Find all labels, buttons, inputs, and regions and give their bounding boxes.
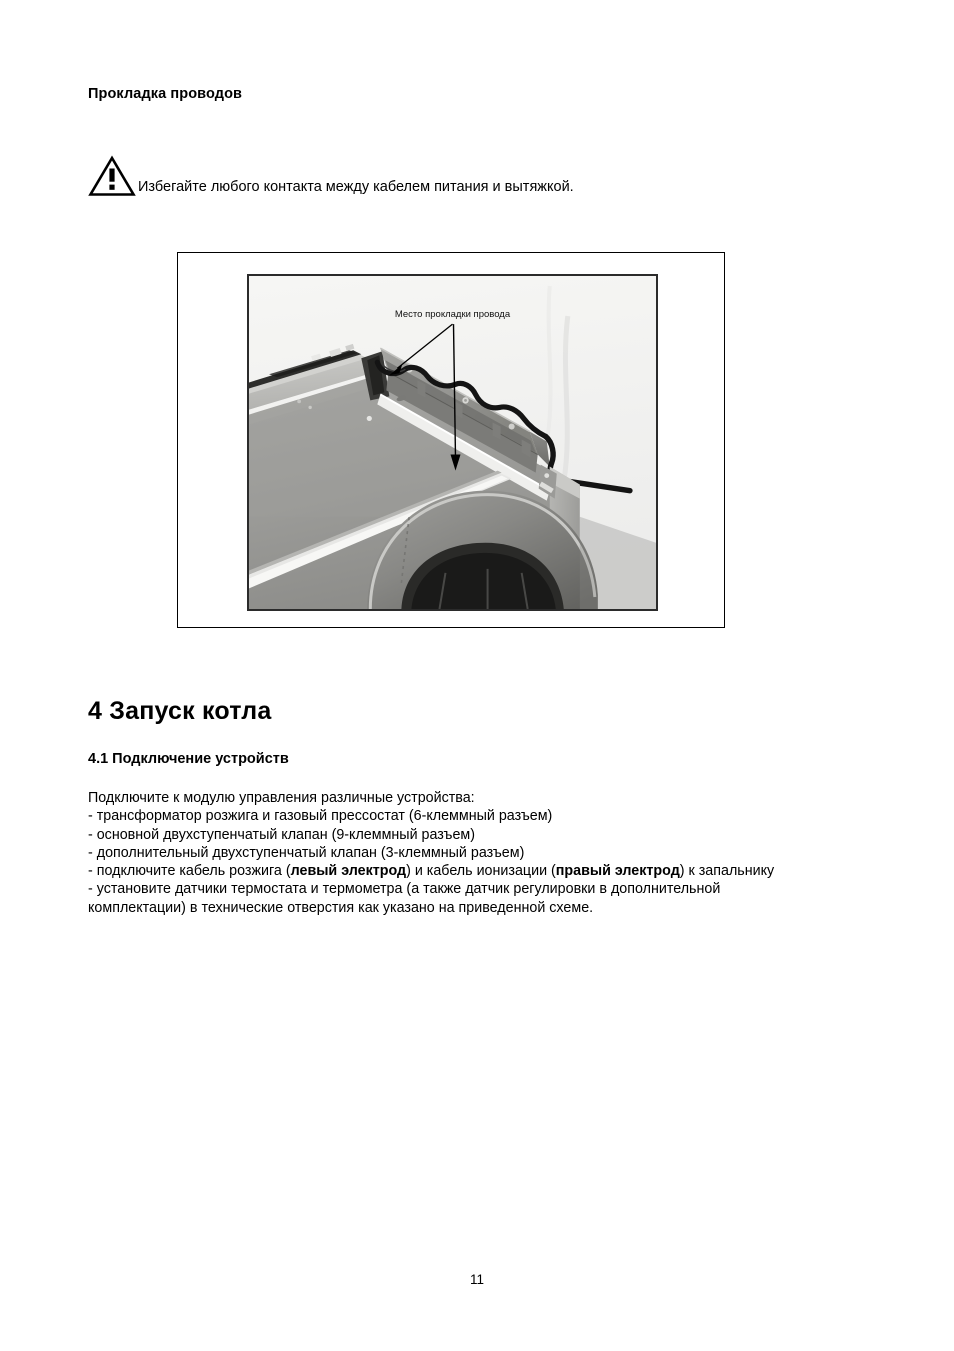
list-item-line-1: - установите датчики термостата и термометра (а также датчик регулировки в дополнительной — [88, 881, 721, 898]
list-item: - трансформатор розжига и газовый прессостат (6-клеммный разъем) — [88, 808, 553, 825]
photo-content — [249, 276, 656, 609]
list-item — [88, 862, 874, 880]
boiler-photo-illustration — [249, 276, 656, 609]
list-item-text-b: ) и кабель ионизации ( — [406, 863, 556, 880]
figure-caption: Место прокладки провода — [394, 309, 511, 320]
list-item: - дополнительный двухступенчатый клапан (3-клеммный разъем) — [88, 844, 525, 861]
section-title: Прокладка проводов — [88, 86, 243, 102]
warning-callout — [88, 155, 574, 197]
page-number: 11 — [469, 1272, 484, 1287]
chapter-title: 4 Запуск котла — [88, 697, 272, 725]
warning-triangle-icon — [88, 155, 136, 197]
list-item-emphasis-right-electrode: правый электрод — [555, 863, 680, 880]
body-intro: Подключите к модулю управления различные устройства: — [88, 790, 475, 806]
list-item: - основной двухступенчатый клапан (9-клеммный разъем) — [88, 826, 475, 843]
list-item-line-2: комплектации) в технические отверстия как указано на приведенной схеме. — [88, 899, 594, 916]
figure-frame — [177, 252, 725, 628]
warning-text: Избегайте любого контакта между кабелем питания и вытяжкой. — [138, 178, 574, 195]
list-item-text-a: - подключите кабель розжига ( — [88, 863, 291, 880]
figure-photo — [247, 274, 658, 611]
body-content — [88, 789, 874, 917]
list-item-text-c: ) к запальнику — [679, 863, 775, 880]
chapter-subtitle: 4.1 Подключение устройств — [88, 751, 289, 767]
list-item-emphasis-left-electrode: левый электрод — [290, 863, 407, 880]
